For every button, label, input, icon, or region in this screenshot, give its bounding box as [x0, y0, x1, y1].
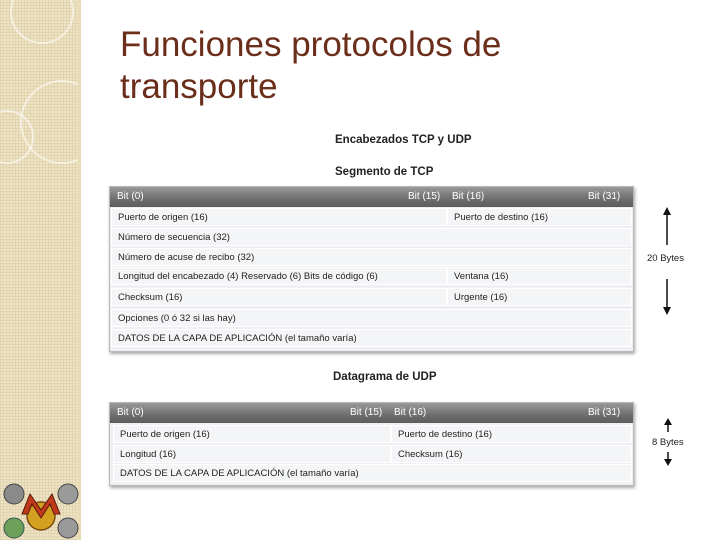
udp-length: Longitud (16) [113, 445, 391, 463]
sidebar-swirl [10, 0, 74, 44]
tcp-size-label: 20 Bytes [647, 253, 684, 264]
udp-caption: Datagrama de UDP [333, 371, 437, 383]
sidebar-edge [78, 0, 81, 540]
udp-header-bar [110, 403, 633, 423]
slide-title: Funciones protocolos de transporte [120, 25, 502, 106]
tcp-bit-31: Bit (31) [588, 191, 621, 202]
tcp-header-length: Longitud del encabezado (4) Reservado (6) Bits de código (6) [111, 267, 447, 285]
udp-source-port: Puerto de origen (16) [113, 425, 391, 443]
tcp-header-bar [110, 187, 633, 207]
decorative-logo-icon [0, 480, 82, 540]
udp-bit-31: Bit (31) [588, 407, 621, 418]
udp-bit-16: Bit (16) [394, 407, 427, 418]
tcp-bit-15: Bit (15) [408, 191, 441, 202]
udp-bit-15: Bit (15) [350, 407, 383, 418]
figure-title: Encabezados TCP y UDP [335, 134, 472, 146]
tcp-segment-table [109, 186, 634, 352]
udp-checksum: Checksum (16) [391, 445, 632, 463]
sidebar-swirl [20, 80, 104, 164]
tcp-dest-port: Puerto de destino (16) [447, 208, 632, 226]
tcp-bit-0: Bit (0) [117, 191, 144, 202]
tcp-caption: Segmento de TCP [335, 166, 434, 178]
decorative-sidebar [0, 0, 78, 540]
tcp-ack-number: Número de acuse de recibo (32) [111, 248, 632, 266]
tcp-bit-16: Bit (16) [452, 191, 485, 202]
tcp-options: Opciones (0 ó 32 si las hay) [111, 309, 632, 327]
tcp-window: Ventana (16) [447, 267, 632, 285]
udp-application-data: DATOS DE LA CAPA DE APLICACIÓN (el tamaño varía) [113, 464, 632, 482]
tcp-urgent: Urgente (16) [447, 288, 632, 306]
udp-size-label: 8 Bytes [652, 437, 684, 448]
udp-dest-port: Puerto de destino (16) [391, 425, 632, 443]
tcp-source-port: Puerto de origen (16) [111, 208, 447, 226]
tcp-checksum: Checksum (16) [111, 288, 447, 306]
tcp-sequence-number: Número de secuencia (32) [111, 228, 632, 246]
udp-bit-0: Bit (0) [117, 407, 144, 418]
udp-datagram-table [109, 402, 634, 486]
tcp-application-data: DATOS DE LA CAPA DE APLICACIÓN (el tamaño varía) [111, 329, 632, 347]
